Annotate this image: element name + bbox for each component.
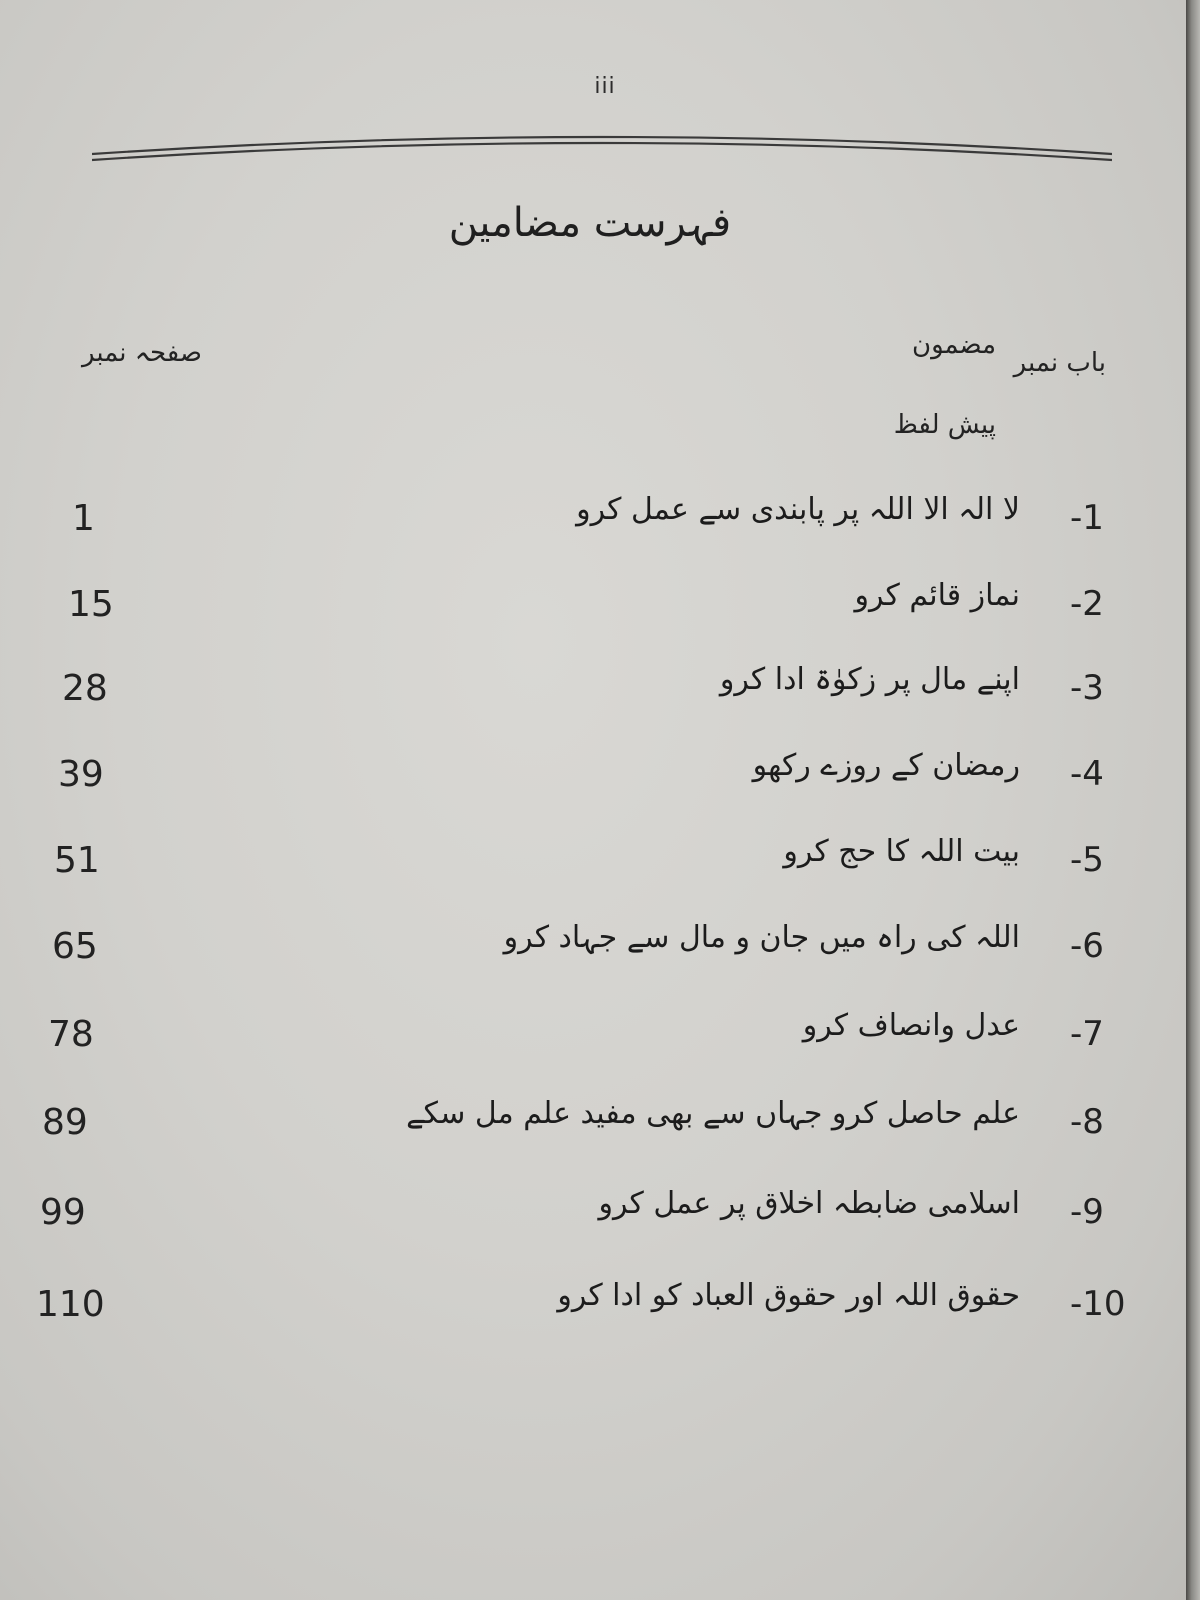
toc-row xyxy=(0,492,1186,552)
toc-chapter-title: عدل وانصاف کرو xyxy=(802,1008,1020,1043)
toc-chapter-title: اسلامی ضابطہ اخلاق پر عمل کرو xyxy=(598,1186,1020,1221)
toc-chapter-number: -5 xyxy=(1070,840,1104,880)
toc-chapter-number: -8 xyxy=(1070,1102,1104,1142)
contents-title: فہرست مضامین xyxy=(448,200,732,246)
toc-page-number: 65 xyxy=(52,926,98,967)
toc-row xyxy=(0,662,1186,722)
subject-header: مضمون xyxy=(911,330,996,360)
page-number-header: صفحہ نمبر xyxy=(82,338,202,368)
toc-chapter-title: حقوق اللہ اور حقوق العباد کو ادا کرو xyxy=(557,1278,1020,1313)
toc-chapter-title: نماز قائم کرو xyxy=(854,578,1020,613)
toc-page-number: 51 xyxy=(54,840,100,881)
toc-page-number: 15 xyxy=(68,584,114,625)
toc-chapter-number: -6 xyxy=(1070,926,1104,966)
toc-row xyxy=(0,578,1186,638)
toc-chapter-title: رمضان کے روزے رکھو xyxy=(752,748,1020,783)
toc-page-number: 39 xyxy=(58,754,104,795)
chapter-number-header: باب نمبر xyxy=(1013,348,1106,378)
toc-chapter-title: علم حاصل کرو جہاں سے بھی مفید علم مل سکے xyxy=(406,1096,1020,1131)
toc-chapter-number: -4 xyxy=(1070,754,1104,794)
toc-row xyxy=(0,1096,1186,1156)
toc-page-number: 99 xyxy=(40,1192,86,1233)
toc-row xyxy=(0,1008,1186,1068)
toc-chapter-title: لا الہ الا اللہ پر پابندی سے عمل کرو xyxy=(576,492,1020,527)
toc-chapter-number: -9 xyxy=(1070,1192,1104,1232)
toc-chapter-title: اللہ کی راہ میں جان و مال سے جہاد کرو xyxy=(503,920,1020,955)
toc-row xyxy=(0,920,1186,980)
toc-page-number: 1 xyxy=(72,498,95,539)
toc-chapter-number: -10 xyxy=(1070,1284,1126,1324)
toc-row xyxy=(0,834,1186,894)
page-number: iii xyxy=(594,74,616,99)
toc-row xyxy=(0,748,1186,808)
toc-chapter-number: -7 xyxy=(1070,1014,1104,1054)
toc-chapter-number: -3 xyxy=(1070,668,1104,708)
toc-chapter-title: اپنے مال پر زکوٰۃ ادا کرو xyxy=(719,662,1020,697)
toc-chapter-number: -2 xyxy=(1070,584,1104,624)
toc-row xyxy=(0,1278,1186,1338)
preface-entry: پیش لفظ xyxy=(893,410,996,440)
toc-page-number: 28 xyxy=(62,668,108,709)
toc-chapter-number: -1 xyxy=(1070,498,1104,538)
toc-row xyxy=(0,1186,1186,1246)
book-binding-edge xyxy=(1186,0,1200,1600)
toc-page-number: 89 xyxy=(42,1102,88,1143)
toc-page-number: 78 xyxy=(48,1014,94,1055)
header-rule xyxy=(92,128,1112,168)
toc-page-number: 110 xyxy=(36,1284,105,1325)
toc-chapter-title: بیت اللہ کا حج کرو xyxy=(783,834,1020,869)
